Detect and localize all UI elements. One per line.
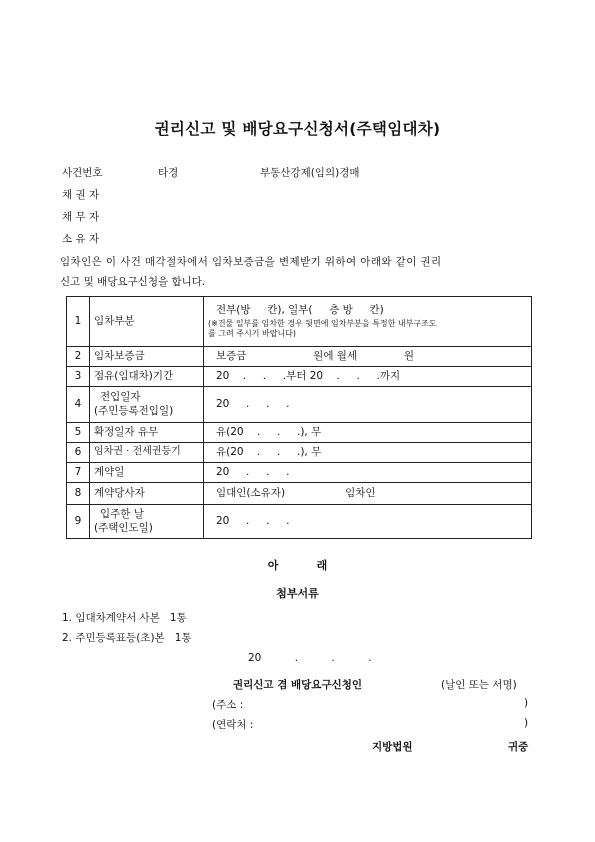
debtor-label: 채 무 자 [62, 211, 100, 223]
row-value: 유(20 . . .), 무 [204, 423, 532, 443]
row-label: 계약일 [90, 463, 204, 483]
table-row [67, 443, 532, 463]
owner-label: 소 유 자 [62, 233, 100, 245]
table-row [67, 505, 532, 539]
court-label: 지방법원 [372, 741, 413, 753]
attachment-item: 1. 임대차계약서 사본 1통 [62, 612, 187, 624]
tenancy-claim-table [66, 296, 532, 539]
contact-label: (연락처 : [212, 719, 254, 731]
row-label: 임차부분 [90, 297, 204, 347]
row-label [90, 387, 204, 423]
creditor-label: 채 권 자 [62, 189, 100, 201]
document-title: 권리신고 및 배당요구신청서(주택임대차) [154, 120, 441, 138]
intro-line-1: 임차인은 이 사건 매각절차에서 임차보증금을 변제받기 위하여 아래와 같이 권리 [60, 256, 442, 268]
row-number: 1 [67, 297, 90, 347]
intro-line-2: 신고 및 배당요구신청을 합니다. [60, 276, 206, 288]
row-label-line-2: (주택인도일) [94, 521, 153, 534]
row-number: 8 [67, 483, 90, 505]
table-row [67, 423, 532, 443]
row-number: 4 [67, 387, 90, 423]
table-row [67, 483, 532, 505]
row-label-line-1: 전입일자 [100, 391, 141, 404]
row-note-line-1: (※건물 일부를 임차한 경우 뒷면에 임차부분을 특정한 내부구조도 [208, 318, 437, 328]
seal-note: (날인 또는 서명) [441, 679, 517, 691]
row-value: 보증금 원에 월세 원 [204, 347, 532, 367]
row-label [90, 505, 204, 539]
court-suffix: 귀중 [508, 741, 529, 753]
row-value [204, 297, 532, 347]
row-number: 3 [67, 367, 90, 387]
section-heading-below: 아 래 [267, 559, 328, 572]
table-row [67, 297, 532, 347]
attachment-item: 2. 주민등록표등(초)본 1통 [62, 632, 192, 644]
table-row [67, 347, 532, 367]
contact-close-paren: ) [524, 717, 529, 729]
table-row [67, 387, 532, 423]
applicant-label: 권리신고 겸 배당요구신청인 [233, 679, 363, 691]
address-label: (주소 : [212, 699, 244, 711]
row-label: 점유(임대차)기간 [90, 367, 204, 387]
row-label: 임차권 · 전세권등기 [90, 443, 204, 463]
attachments-title: 첨부서류 [276, 587, 319, 600]
row-value: 유(20 . . .), 무 [204, 443, 532, 463]
row-number: 6 [67, 443, 90, 463]
row-label: 확정일자 유무 [90, 423, 204, 443]
case-kind: 부동산강제(임의)경매 [260, 167, 360, 179]
case-number-label: 사건번호 [62, 167, 103, 179]
address-close-paren: ) [524, 697, 529, 709]
row-label-line-2: (주민등록전입일) [94, 404, 174, 417]
table-row [67, 367, 532, 387]
case-type: 타경 [158, 167, 179, 179]
filing-date: 20 . . . [248, 652, 372, 664]
row-number: 7 [67, 463, 90, 483]
row-number: 2 [67, 347, 90, 367]
row-value: 20 . . . [204, 387, 532, 423]
row-value: 임대인(소유자) 임차인 [204, 483, 532, 505]
row-value: 20 . . .부터 20 . . .까지 [204, 367, 532, 387]
row-label: 임차보증금 [90, 347, 204, 367]
row-label-line-1: 입주한 날 [100, 508, 144, 521]
row-value: 20 . . . [204, 505, 532, 539]
table-row [67, 463, 532, 483]
row-number: 9 [67, 505, 90, 539]
row-value-text: 전부(방 칸), 일부( 층 방 칸) [216, 303, 384, 316]
row-value: 20 . . . [204, 463, 532, 483]
row-label: 계약당사자 [90, 483, 204, 505]
row-note [208, 319, 527, 340]
row-number: 5 [67, 423, 90, 443]
row-note-line-2: 를 그려 주시기 바랍니다) [208, 329, 297, 339]
